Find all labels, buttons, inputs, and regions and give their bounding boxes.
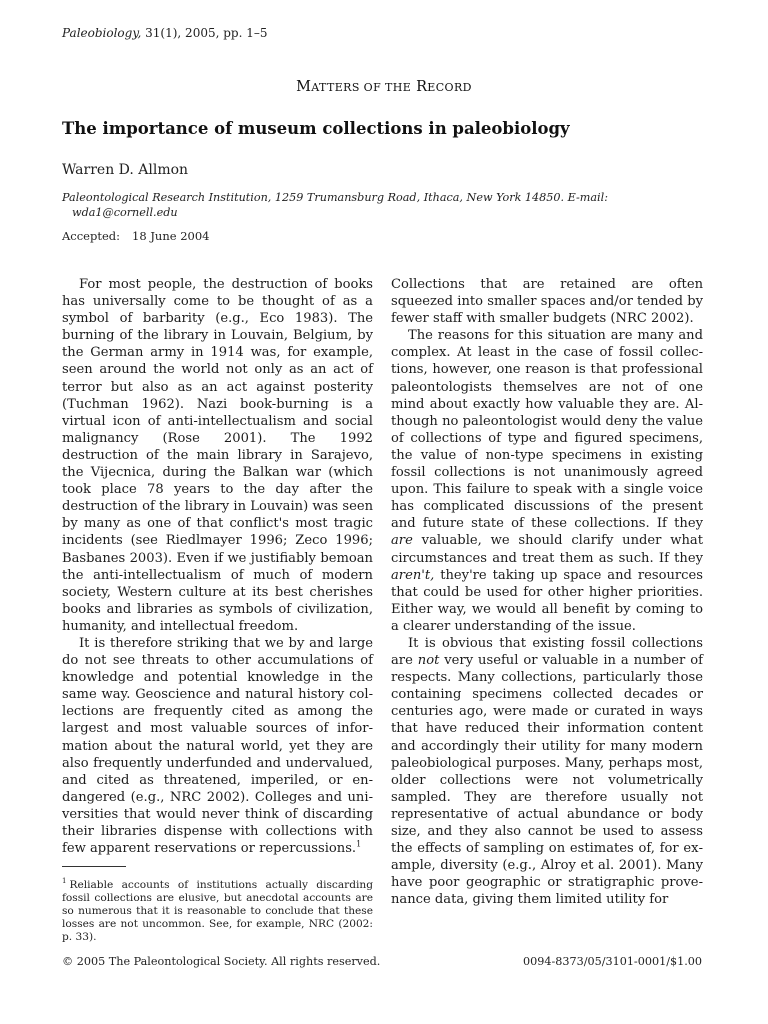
- emphasis: aren't,: [391, 567, 435, 583]
- section-initial-2: R: [416, 79, 428, 95]
- copyright-notice: © 2005 The Paleontological Society. All rights reserved.: [62, 955, 381, 968]
- accepted-label: Accepted:: [62, 229, 121, 243]
- affiliation-address: Paleontological Research Institution, 1259 Trumansburg Road, Ithaca, New York 14850. E-mail:: [62, 191, 608, 204]
- emphasis: not: [417, 653, 440, 669]
- footnote-divider: [62, 866, 126, 867]
- paragraph-text: valuable, we should clarify under what circumstances and treat them as such. If they: [391, 533, 703, 566]
- paragraph-text: very useful or valuable in a number of respects. Many collections, particularly those containing specimens collected decades or centuries ago, were made or curated in ways that have reduced their information content and accordingly their utility for many modern paleobiological purposes. Many, perhaps most, older collections were not volumetrically sampled. They are therefore usually not representative of actual abundance or body size, and they also cannot be used to assess the effects of sampling on estimates of, for example, diversity (e.g., Alroy et al. 2001). Many have poor geographic or stratigraphic provenance data, giving them limited utility for: [391, 653, 703, 908]
- section-heading: [0, 79, 768, 95]
- article-title: The importance of museum collections in paleobiology: [62, 119, 570, 138]
- section-rest-1: ATTERS OF THE: [311, 81, 412, 94]
- left-column: [62, 276, 373, 857]
- author-email[interactable]: wda1@cornell.edu: [72, 206, 178, 219]
- journal-name: Paleobiology,: [62, 26, 142, 40]
- section-rest-2: ECORD: [427, 81, 472, 94]
- author-affiliation: [62, 190, 702, 220]
- footnote-text: Reliable accounts of institutions actually discarding fossil collections are elusive, but anecdotal accounts are so numerous that it is reasonable to conclude that these losses are not uncommon. See, for example, NRC (2002: p. 33).: [62, 879, 373, 944]
- body-paragraph: [391, 635, 703, 909]
- paragraph-text: The reasons for this situation are many and complex. At least in the case of fossil collections, however, one reason is that professional paleontologists themselves are not of one mind about exactly how valuable they are. Although no paleontologist would deny the value of collections of type and figured specimens, the value of non-type specimens in existing fossil collections is not unanimously agreed upon. This failure to speak with a single voice has complicated discussions of the present and future state of these collections. If they: [391, 328, 703, 532]
- paragraph-text: It is obvious that existing fossil collections are: [391, 635, 703, 669]
- body-paragraph: Collections that are retained are often squeezed into smaller spaces and/or tended by fewer staff with smaller budgets (NRC 2002).: [391, 277, 703, 327]
- issn-code: 0094-8373/05/3101-0001/$1.00: [522, 955, 702, 968]
- author-name: Warren D. Allmon: [62, 162, 189, 178]
- paragraph-text: It is therefore striking that we by and large do not see threats to other accumulations of knowledge and potential knowledge in the same way. Geoscience and natural history collections are frequently cited as among the largest and most valuable sources of information about the natural world, yet they are also frequently underfunded and undervalued, and cited as threatened, imperiled, or endangered (e.g., NRC 2002). Colleges and universities that would never think of discarding their libraries dispense with collections with few apparent reservations or repercussions.: [62, 635, 373, 857]
- body-paragraph: [391, 327, 703, 635]
- emphasis: are: [391, 533, 413, 549]
- footnote-mark: 1: [62, 877, 67, 886]
- footnote-reference[interactable]: 1: [356, 839, 362, 849]
- paragraph-text: they're taking up space and resources that could be used for other higher priorities. Either way, we would all benefit by coming to a clearer understanding of the issue.: [391, 567, 703, 634]
- body-paragraph: [62, 635, 373, 857]
- accepted-date: [62, 229, 209, 243]
- body-paragraph: For most people, the destruction of books has universally come to be thought of as a symbol of barbarity (e.g., Eco 1983). The burning of the library in Louvain, Belgium, by the German army in 1914 was, for example, seen around the world not only as an act of terror but also as an act against posterity (Tuchman 1962). Nazi book-burning is a virtual icon of anti-intellectualism and social malignancy (Rose 2001). The 1992 destruction of the main library in Sarajevo, the Vijecnica, during the Balkan war (which took place 78 years to the day after the destruction of the library in Louvain) was seen by many as one of that conflict's most tragic incidents (see Riedlmayer 1996; Zeco 1996; Basbanes 2003). Even if we justifiably bemoan the anti-intellectualism of much of modern society, Western culture at its best cherishes books and libraries as symbols of civilization, humanity, and intellectual freedom.: [62, 277, 373, 634]
- footnote: [62, 879, 373, 944]
- journal-citation: [62, 26, 267, 40]
- right-column: [391, 276, 703, 908]
- citation-details: 31(1), 2005, pp. 1–5: [141, 26, 268, 40]
- accepted-value: 18 June 2004: [132, 229, 210, 243]
- section-initial-1: M: [296, 79, 312, 95]
